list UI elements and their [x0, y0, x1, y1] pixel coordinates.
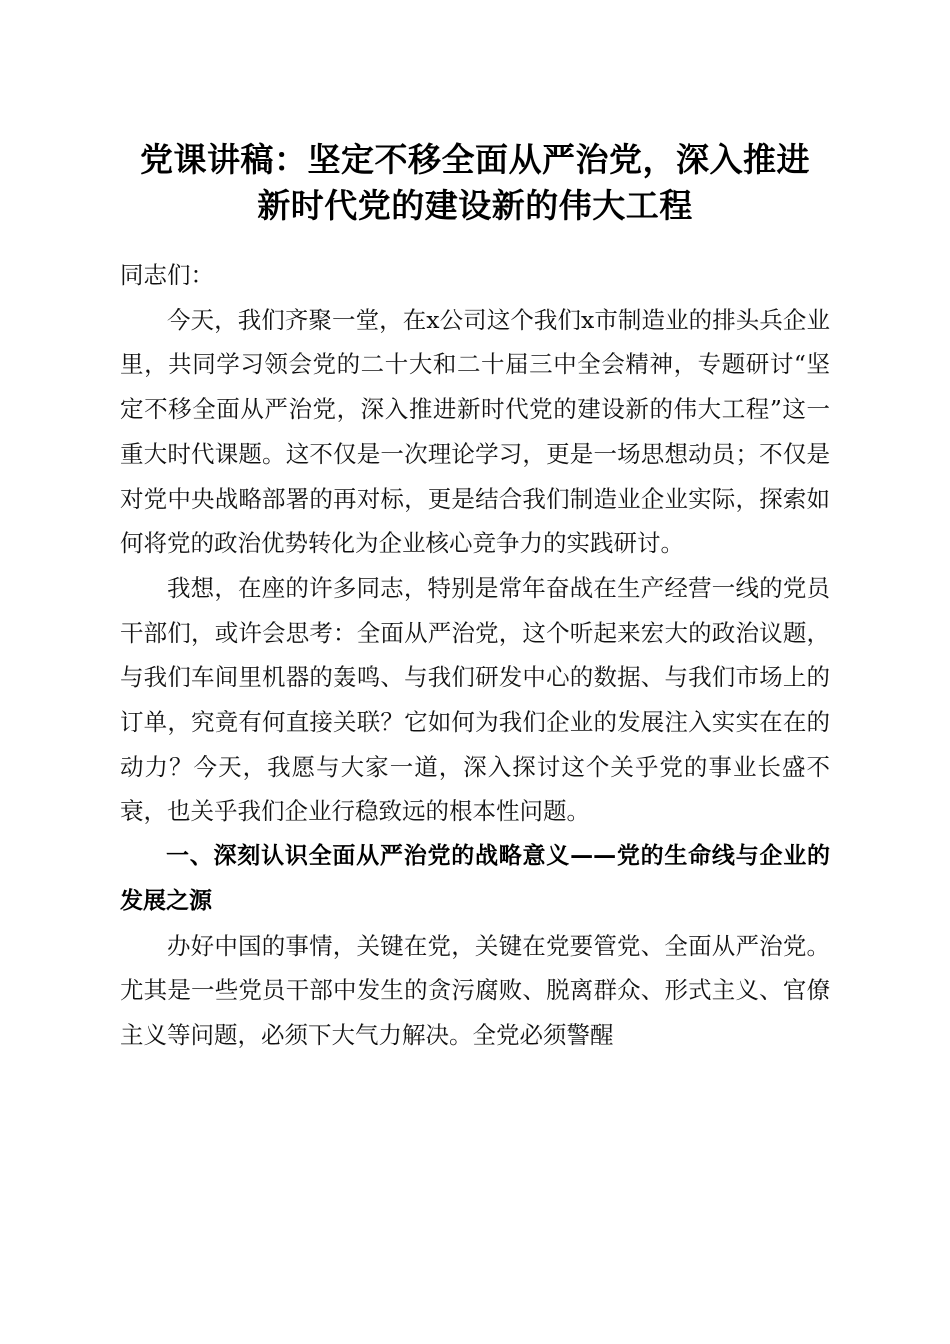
body-paragraph-1: 今天，我们齐聚一堂，在x公司这个我们x市制造业的排头兵企业里，共同学习领会党的二十大和二十届三中全会精神，专题研讨“坚定不移全面从严治党，深入推进新时代党的建设新的伟大工程”这一重大时代课题。这不仅是一次理论学习，更是一场思想动员；不仅是对党中央战略部署的再对标，更是结合我们制造业企业实际，探索如何将党的政治优势转化为企业核心竞争力的实践研讨。 — [120, 305, 830, 558]
salutation: 同志们： — [120, 261, 214, 289]
section-1-paragraph: 办好中国的事情，关键在党，关键在党要管党、全面从严治党。尤其是一些党员干部中发生的贪污腐败、脱离群众、形式主义、官僚主义等问题，必须下大气力解决。全党必须警醒 — [120, 931, 830, 1049]
section-heading-1: 一、深刻认识全面从严治党的战略意义——党的生命线与企业的发展之源 — [120, 843, 830, 914]
document-title-line-2: 新时代党的建设新的伟大工程 — [257, 186, 693, 225]
document-title-line-1: 党课讲稿：坚定不移全面从严治党，深入推进 — [140, 140, 810, 179]
body-paragraph-2: 我想，在座的许多同志，特别是常年奋战在生产经营一线的党员干部们，或许会思考：全面从严治党，这个听起来宏大的政治议题，与我们车间里机器的轰鸣、与我们研发中心的数据、与我们市场上的订单，究竟有何直接关联？它如何为我们企业的发展注入实实在在的动力？今天，我愿与大家一道，深入探讨这个关乎党的事业长盛不衰，也关乎我们企业行稳致远的根本性问题。 — [120, 573, 830, 826]
document-body — [120, 253, 830, 1058]
